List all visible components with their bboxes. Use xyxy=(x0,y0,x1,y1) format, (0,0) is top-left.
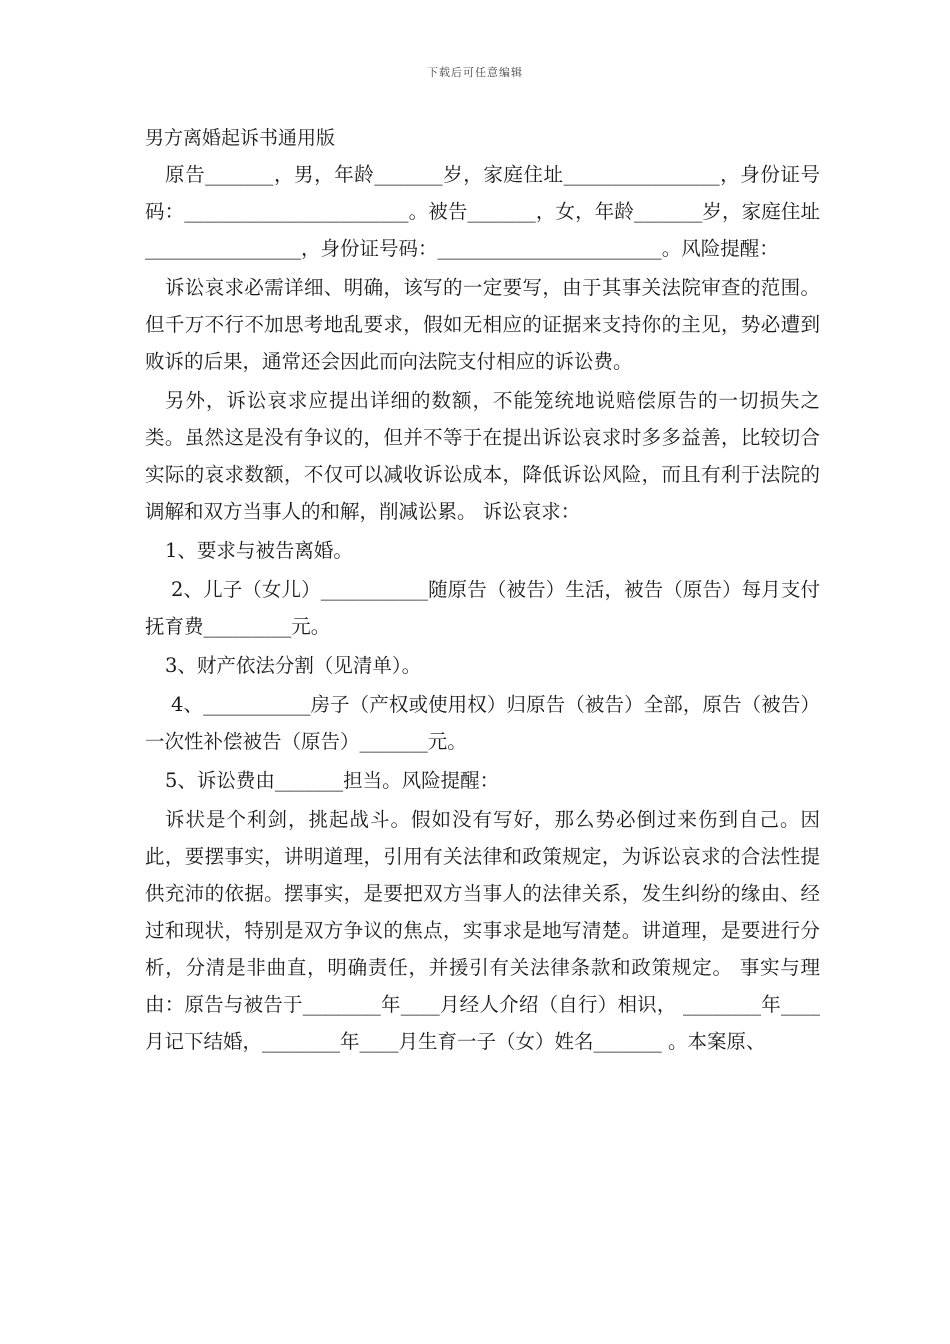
claim-item-1: 1、要求与被告离婚。 xyxy=(165,539,353,562)
risk-reminder-paragraph-1: 诉讼哀求必需详细、明确，该写的一定要写，由于其事关法院审查的范围。但千万不行不加思考地乱要求，假如无相应的证据来支持你的主见，势必遭到败诉的后果，通常还会因此而向法院支付相应的诉讼费。 xyxy=(145,276,820,373)
parties-paragraph: 原告_______，男，年龄_______岁，家庭住址________________，身份证号码：_______________________。被告_______，女，年龄_______岁，家庭住址________________，身份证号码：_______________________。风险提醒： xyxy=(145,163,820,260)
claim-item-4: 4、___________房子（产权或使用权）归原告（被告）全部，原告（被告）一次性补偿被告（原告）_______元。 xyxy=(145,693,820,753)
claim-item-5: 5、诉讼费由_______担当。风险提醒： xyxy=(165,769,500,792)
claim-item-2: 2、儿子（女儿）___________随原告（被告）生活，被告（原告）每月支付抚育费_________元。 xyxy=(145,578,820,638)
facts-paragraph: 诉状是个利剑，挑起战斗。假如没有写好，那么势必倒过来伤到自己。因此，要摆事实，讲明道理，引用有关法律和政策规定，为诉讼哀求的合法性提供充沛的依据。摆事实，是要把双方当事人的法律关系，发生纠纷的缘由、经过和现状，特别是双方争议的焦点，实事求是地写清楚。讲道理，是要进行分析，分清是非曲直，明确责任，并援引有关法律条款和政策规定。 事实与理由：原告与被告于________年____月经人介绍（自行）相识， ________年____月记下结婚，________年____月生育一子（女）姓名_______ 。本案原、 xyxy=(145,808,820,1053)
risk-reminder-paragraph-2: 另外，诉讼哀求应提出详细的数额，不能笼统地说赔偿原告的一切损失之类。虽然这是没有争议的，但并不等于在提出诉讼哀求时多多益善，比较切合实际的哀求数额，不仅可以减收诉讼成本，降低诉讼风险，而且有利于法院的调解和双方当事人的和解，削减讼累。 诉讼哀求： xyxy=(145,389,820,523)
document-title: 男方离婚起诉书通用版 xyxy=(145,127,336,149)
claim-item-3: 3、财产依法分割（见清单）。 xyxy=(165,654,422,677)
document-body xyxy=(145,120,820,1060)
header-note: 下载后可任意编辑 xyxy=(427,66,523,79)
